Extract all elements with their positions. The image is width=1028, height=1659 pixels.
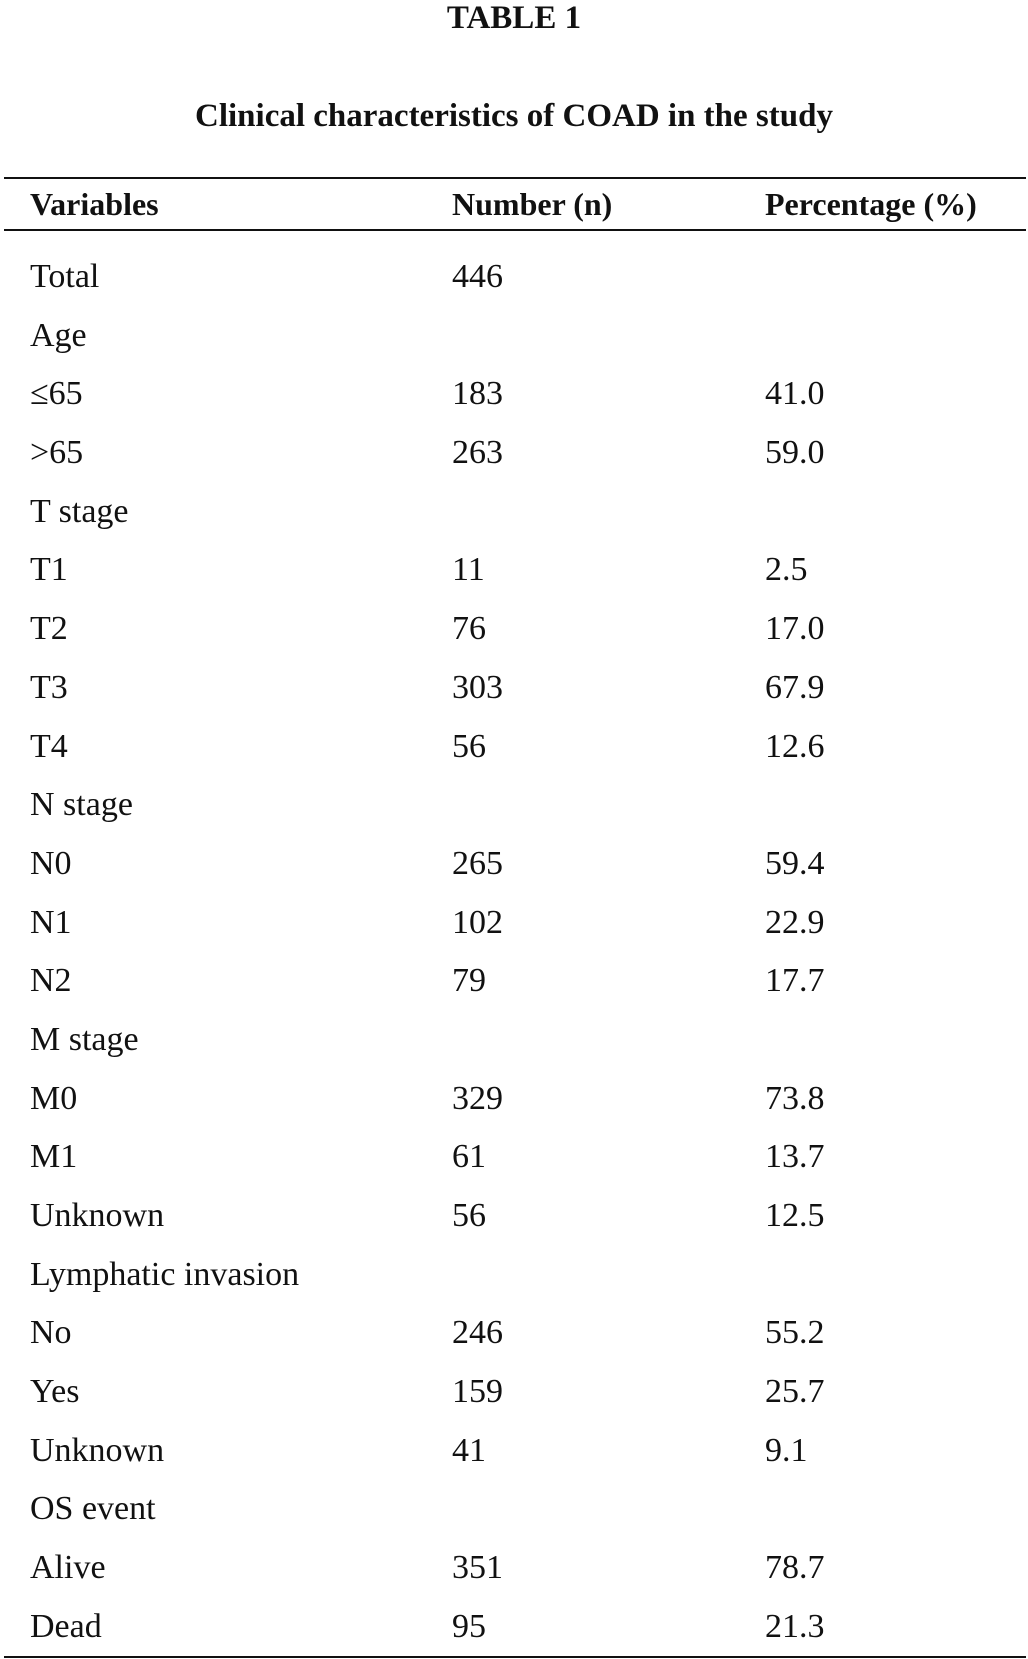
cell-number: 76: [452, 610, 486, 648]
table-label: TABLE 1: [446, 0, 582, 36]
header-variables: Variables: [30, 186, 159, 222]
table-row: [0, 1539, 1028, 1598]
cell-number: 102: [452, 903, 503, 941]
cell-percentage: 17.0: [765, 610, 825, 648]
cell-variable: M0: [30, 1079, 78, 1117]
table-header-row: [0, 182, 1028, 226]
cell-variable: N stage: [30, 786, 133, 824]
cell-percentage: 78.7: [765, 1549, 825, 1587]
table-row: [0, 718, 1028, 777]
cell-variable: Dead: [30, 1607, 102, 1645]
cell-variable: No: [30, 1314, 72, 1352]
table-row: [0, 483, 1028, 542]
table-row: [0, 600, 1028, 659]
cell-variable: M stage: [30, 1020, 139, 1058]
cell-variable: Total: [30, 258, 100, 295]
cell-number: 41: [452, 1431, 486, 1469]
cell-variable: Age: [30, 316, 87, 354]
cell-variable: T2: [30, 610, 68, 648]
cell-percentage: 17.7: [765, 962, 825, 1000]
table-row: [0, 894, 1028, 953]
cell-variable: OS event: [30, 1490, 156, 1528]
cell-percentage: 13.7: [765, 1138, 825, 1176]
table-row: [0, 1246, 1028, 1305]
cell-number: 11: [452, 551, 485, 589]
cell-percentage: 55.2: [765, 1314, 825, 1352]
cell-percentage: 21.3: [765, 1607, 825, 1645]
cell-variable: Yes: [30, 1373, 80, 1411]
table-row: [0, 835, 1028, 894]
cell-percentage: 12.5: [765, 1197, 825, 1234]
cell-number: 303: [452, 668, 503, 706]
cell-variable: T4: [30, 727, 68, 765]
table-row: [0, 1304, 1028, 1363]
table-row: [0, 1187, 1028, 1246]
cell-percentage: 73.8: [765, 1079, 825, 1117]
cell-number: 446: [452, 258, 503, 295]
table-bottom-rule: [4, 1656, 1026, 1658]
table-row: [0, 307, 1028, 366]
table-row: [0, 1363, 1028, 1422]
cell-number: 56: [452, 1197, 486, 1234]
cell-percentage: 25.7: [765, 1373, 825, 1411]
cell-number: 79: [452, 962, 486, 1000]
cell-number: 246: [452, 1314, 503, 1352]
cell-percentage: 59.4: [765, 844, 825, 882]
cell-variable: Lymphatic invasion: [30, 1255, 300, 1293]
cell-number: 351: [452, 1549, 503, 1587]
table-row: [0, 1128, 1028, 1187]
cell-number: 263: [452, 434, 503, 472]
header-number: Number (n): [452, 186, 613, 222]
table-row: [0, 248, 1028, 307]
table-header-rule: [4, 229, 1026, 231]
cell-number: 61: [452, 1138, 486, 1176]
table-body: [0, 248, 1028, 1657]
cell-variable: >65: [30, 434, 84, 472]
cell-variable: Unknown: [30, 1197, 165, 1234]
table-row: [0, 365, 1028, 424]
table-row: [0, 1598, 1028, 1657]
table-row: [0, 1480, 1028, 1539]
table-caption: Clinical characteristics of COAD in the study: [195, 98, 833, 134]
cell-variable: ≤65: [30, 375, 83, 413]
cell-variable: Alive: [30, 1549, 106, 1587]
header-percentage: Percentage (%): [765, 186, 977, 222]
table-row: [0, 1011, 1028, 1070]
table-row: [0, 952, 1028, 1011]
table-row: [0, 1422, 1028, 1481]
cell-variable: T1: [30, 551, 68, 589]
cell-number: 95: [452, 1607, 486, 1645]
table-row: [0, 659, 1028, 718]
cell-percentage: 2.5: [765, 551, 808, 589]
cell-variable: T3: [30, 668, 68, 706]
cell-percentage: 9.1: [765, 1431, 808, 1469]
table-top-rule: [4, 177, 1026, 179]
cell-percentage: 12.6: [765, 727, 825, 765]
cell-number: 183: [452, 375, 503, 413]
cell-variable: M1: [30, 1138, 78, 1176]
cell-number: 329: [452, 1079, 503, 1117]
cell-variable: T stage: [30, 492, 129, 530]
cell-number: 265: [452, 844, 503, 882]
cell-percentage: 41.0: [765, 375, 825, 413]
table-row: [0, 1070, 1028, 1129]
table-row: [0, 541, 1028, 600]
cell-percentage: 59.0: [765, 434, 825, 472]
cell-number: 159: [452, 1373, 503, 1411]
cell-variable: N0: [30, 844, 72, 882]
table-row: [0, 424, 1028, 483]
cell-variable: N2: [30, 962, 72, 1000]
table-row: [0, 776, 1028, 835]
cell-percentage: 22.9: [765, 903, 825, 941]
cell-number: 56: [452, 727, 486, 765]
cell-variable: Unknown: [30, 1431, 165, 1469]
cell-variable: N1: [30, 903, 72, 941]
cell-percentage: 67.9: [765, 668, 825, 706]
